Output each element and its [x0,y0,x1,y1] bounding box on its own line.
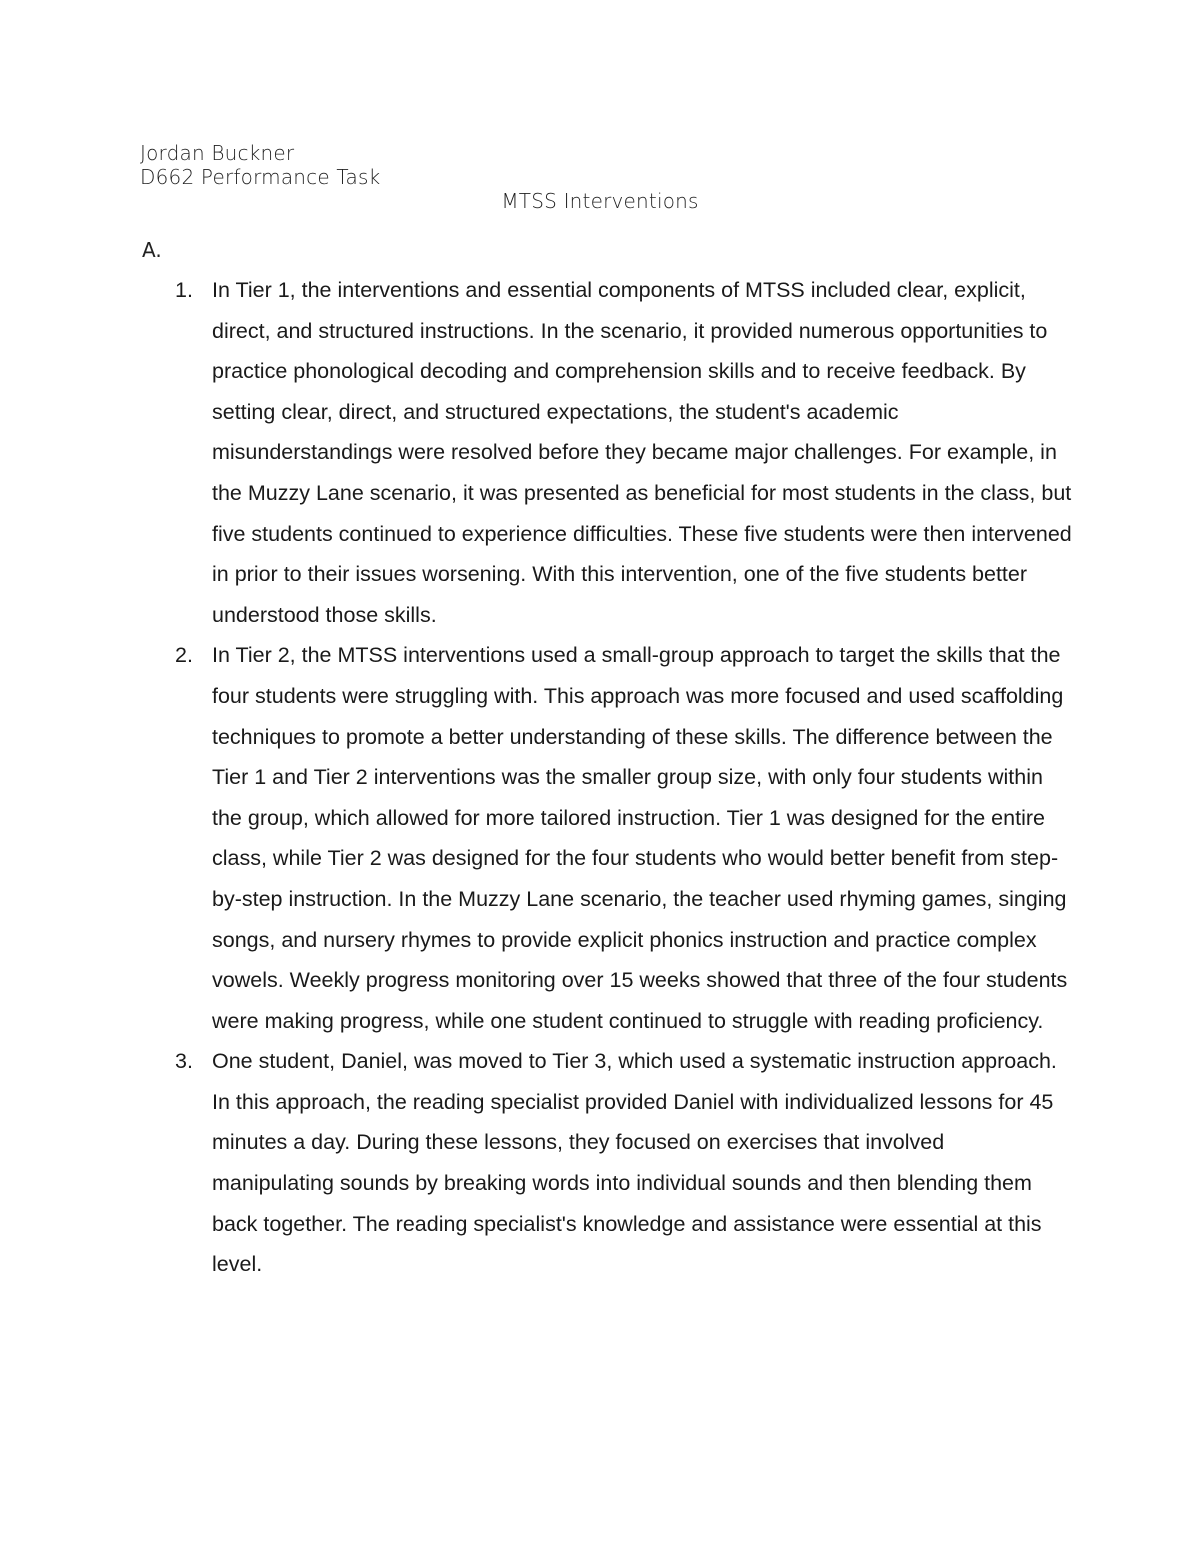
list-item-number: 2. [175,643,193,668]
list-item [0,1041,1200,1285]
course-title: D662 Performance Task [140,165,381,189]
document-title: MTSS Interventions [501,189,699,213]
section-label: A. [142,238,162,262]
author-name: Jordan Buckner [140,141,295,165]
list-item-text: In Tier 1, the interventions and essential components of MTSS included clear, explicit, direct, and structured instructions. In the scenario, it provided numerous opportunities to practice phonological decoding and comprehension skills and to receive feedback. By setting clear, direct, and structured expectations, the student's academic misunderstandings were resolved before they became major challenges. For example, in the Muzzy Lane scenario, it was presented as beneficial for most students in the class, but five students continued to experience difficulties. These five students were then intervened in prior to their issues worsening. With this intervention, one of the five students better understood those skills. [212,278,1072,627]
list-item-number: 3. [175,1049,193,1074]
numbered-list [0,270,1200,1285]
list-item-text: In Tier 2, the MTSS interventions used a small-group approach to target the skills that the four students were struggling with. This approach was more focused and used scaffolding techniques to promote a better understanding of these skills. The difference between the Tier 1 and Tier 2 interventions was the smaller group size, with only four students within the group, which allowed for more tailored instruction. Tier 1 was designed for the entire class, while Tier 2 was designed for the four students who would better benefit from step-by-step instruction. In the Muzzy Lane scenario, the teacher used rhyming games, singing songs, and nursery rhymes to provide explicit phonics instruction and practice complex vowels. Weekly progress monitoring over 15 weeks showed that three of the four students were making progress, while one student continued to struggle with reading proficiency. [212,643,1068,1033]
list-item [0,270,1200,635]
list-item [0,635,1200,1041]
list-item-number: 1. [175,278,193,302]
list-item-text: One student, Daniel, was moved to Tier 3, which used a systematic instruction approach. In this approach, the reading specialist provided Daniel with individualized lessons for 45 minutes a day. During these lessons, they focused on exercises that involved manipulating sounds by breaking words into individual sounds and then blending them back together. The reading specialist's knowledge and assistance were essential at this level. [212,1049,1057,1277]
